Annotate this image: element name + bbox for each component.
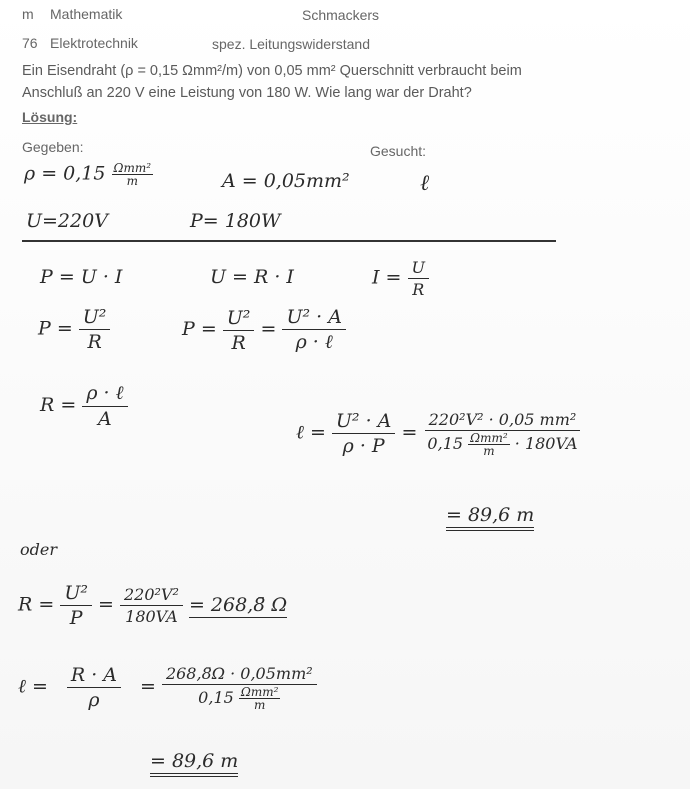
- exercise-number: 76: [22, 35, 38, 51]
- rho-unit-num: Ωmm²: [113, 161, 152, 175]
- alt-length-frac1: [54, 664, 134, 711]
- alt-length-den2-a: 0,15: [198, 688, 234, 707]
- formula-current-frac: [408, 258, 429, 299]
- formula-length-frac2: [423, 410, 581, 457]
- alt-resistance-num2: 220²V²: [120, 585, 183, 606]
- formula-length-den2-unit: [468, 432, 510, 457]
- alt-length: [18, 664, 317, 711]
- formula-current: [372, 258, 429, 299]
- formula-power-expanded-den1: R: [231, 331, 246, 354]
- result-length-2: = 89,6 m: [150, 750, 238, 777]
- subject-prefix: m: [22, 6, 34, 22]
- formula-power-r-den: R: [87, 331, 102, 353]
- rho-unit-den: m: [126, 174, 138, 188]
- formula-power-expanded-den2: ρ · ℓ: [295, 331, 333, 353]
- given-power: P= 180W: [190, 210, 281, 232]
- alt-length-den2-unit-den: m: [253, 698, 266, 712]
- formula-resistance-num: ρ · ℓ: [82, 382, 127, 407]
- alt-resistance-den1: P: [69, 607, 83, 629]
- sought-label: Gesucht:: [370, 143, 427, 159]
- formula-resistance-frac: [82, 382, 127, 430]
- formula-power-r: [38, 306, 110, 353]
- separator-line: [22, 240, 556, 242]
- formula-power-r-frac: [79, 306, 111, 353]
- formula-resistance-den: A: [98, 408, 112, 430]
- formula-ohm: U = R · I: [210, 266, 294, 288]
- alt-resistance-frac2: [120, 585, 183, 626]
- alternative-label: oder: [20, 540, 57, 559]
- alt-length-num2: 268,8̄Ω · 0,05mm²: [162, 664, 317, 685]
- formula-power-expanded-frac2: [282, 306, 345, 354]
- formula-length-den2-b: · 180VA: [514, 434, 578, 453]
- alt-length-den2: [194, 685, 284, 711]
- formula-current-num: U: [408, 258, 429, 279]
- formula-power-expanded-eq: =: [260, 318, 277, 340]
- alt-resistance: [18, 582, 287, 629]
- formula-power-r-num: U²: [79, 306, 111, 330]
- alt-length-den1: ρ: [88, 689, 100, 711]
- sought-length: ℓ: [420, 171, 430, 196]
- formula-length-frac1: [332, 410, 395, 457]
- alt-resistance-eq: =: [98, 593, 114, 616]
- given-label: Gegeben:: [22, 139, 84, 155]
- exercise-title: spez. Leitungswiderstand: [212, 36, 370, 52]
- formula-length-eq: =: [401, 421, 418, 444]
- formula-resistance-lhs: R =: [40, 394, 77, 416]
- result-length-1: = 89,6 m: [446, 504, 534, 531]
- formula-current-den: R: [412, 280, 425, 299]
- formula-current-lhs: I =: [372, 266, 402, 289]
- formula-power-expanded-num1: U²: [223, 307, 255, 331]
- formula-length-den2-a: 0,15: [427, 434, 464, 453]
- formula-length-den2-unit-num: Ωmm²: [470, 431, 508, 445]
- publisher: Schmackers: [302, 7, 380, 23]
- formula-length-den2: [423, 431, 581, 457]
- alt-resistance-frac1: [60, 582, 92, 629]
- given-area: A = 0,05mm²: [222, 170, 350, 192]
- alt-length-num1: R · A: [67, 664, 121, 688]
- alt-resistance-num1: U²: [60, 582, 92, 606]
- alt-length-lhs: ℓ =: [18, 675, 48, 698]
- alt-length-eq: =: [139, 675, 156, 698]
- formula-resistance: [40, 382, 128, 430]
- formula-length-num1: U² · A: [332, 410, 395, 434]
- formula-length-den1: ρ · P: [342, 435, 385, 457]
- given-rho-value: ρ = 0,15: [24, 162, 106, 185]
- solution-heading: Lösung:: [22, 109, 78, 125]
- formula-power-expanded: [182, 306, 346, 354]
- given-voltage: U=220V: [26, 210, 108, 232]
- rho-unit: [112, 162, 154, 187]
- formula-power-expanded-frac1: [223, 307, 255, 354]
- formula-length-lhs: ℓ =: [296, 421, 326, 444]
- alt-resistance-den2: 180VA: [125, 607, 178, 626]
- alt-length-den2-unit-num: Ωmm²: [240, 685, 279, 699]
- problem-line-2: Anschluß an 220 V eine Leistung von 180 W. Wie lang war der Draht?: [22, 85, 472, 101]
- formula-length-num2: 220²V² · 0,05 mm²: [425, 410, 581, 431]
- alt-length-den2-unit: [239, 686, 281, 711]
- formula-power: P = U · I: [40, 266, 123, 288]
- alt-resistance-lhs: R =: [18, 593, 55, 616]
- formula-power-expanded-num2: U² · A: [282, 306, 345, 330]
- formula-power-r-lhs: P =: [38, 317, 73, 340]
- formula-length: [296, 410, 582, 457]
- alt-length-frac2: [162, 664, 317, 711]
- topic: Elektrotechnik: [50, 35, 138, 51]
- given-rho: [24, 162, 153, 187]
- formula-length-den2-unit-den: m: [483, 444, 495, 458]
- alt-resistance-result: = 268,8̄ Ω: [188, 593, 288, 616]
- formula-power-expanded-lhs: P =: [182, 318, 217, 340]
- subject: Mathematik: [50, 6, 123, 22]
- problem-line-1: Ein Eisendraht (ρ = 0,15 Ωmm²/m) von 0,05 mm² Querschnitt verbraucht beim: [22, 63, 522, 79]
